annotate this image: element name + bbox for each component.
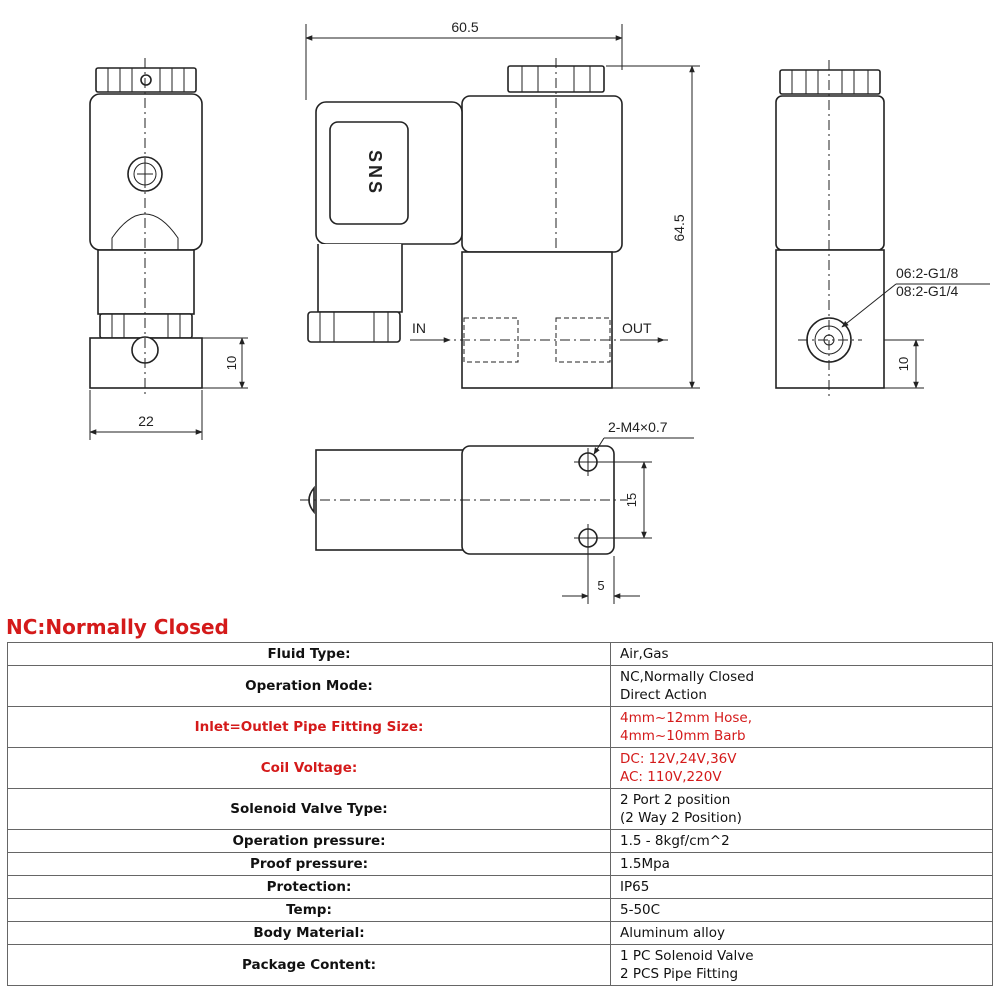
spec-value-cell: [611, 707, 993, 748]
dim-port-height-right: 10: [896, 356, 911, 372]
spec-value: AC: 110V,220V: [620, 769, 722, 785]
dim-width: 22: [138, 413, 154, 429]
dim-mount-hole-offset: 5: [597, 578, 605, 593]
spec-label: Package Content:: [8, 945, 611, 986]
spec-label: Fluid Type:: [8, 643, 611, 666]
spec-value: 4mm~12mm Hose,: [620, 710, 753, 726]
spec-row: [8, 899, 993, 922]
spec-value-cell: [611, 666, 993, 707]
spec-row: [8, 922, 993, 945]
spec-value: 1.5 - 8kgf/cm^2: [620, 833, 730, 849]
spec-value: 4mm~10mm Barb: [620, 728, 746, 744]
spec-label: Operation pressure:: [8, 830, 611, 853]
spec-row: [8, 643, 993, 666]
spec-label: Solenoid Valve Type:: [8, 789, 611, 830]
dim-overall-length: 60.5: [451, 19, 479, 35]
spec-row: [8, 666, 993, 707]
spec-value-cell: [611, 922, 993, 945]
spec-label: Proof pressure:: [8, 853, 611, 876]
spec-value-cell: [611, 853, 993, 876]
dim-port-height-left: 10: [224, 355, 239, 371]
outlet-label: OUT: [622, 320, 652, 336]
spec-row: [8, 707, 993, 748]
spec-row: [8, 748, 993, 789]
spec-value-cell: [611, 945, 993, 986]
spec-label: Temp:: [8, 899, 611, 922]
spec-value-cell: [611, 830, 993, 853]
mount-thread-label: 2-M4×0.7: [608, 419, 668, 435]
spec-label: Operation Mode:: [8, 666, 611, 707]
spec-value: 1.5Mpa: [620, 856, 670, 872]
spec-label: Body Material:: [8, 922, 611, 945]
spec-row: [8, 945, 993, 986]
spec-label: Inlet=Outlet Pipe Fitting Size:: [8, 707, 611, 748]
spec-label: Coil Voltage:: [8, 748, 611, 789]
spec-value: Direct Action: [620, 687, 707, 703]
front-view: [90, 58, 248, 440]
dim-mount-hole-spacing: 15: [624, 492, 639, 508]
spec-value: 2 PCS Pipe Fitting: [620, 966, 739, 982]
port-size-08-label: 08:2-G1/4: [896, 283, 959, 299]
spec-table: [7, 642, 993, 986]
inlet-label: IN: [412, 320, 426, 336]
spec-value-cell: [611, 643, 993, 666]
spec-row: [8, 853, 993, 876]
spec-row: [8, 789, 993, 830]
spec-value-cell: [611, 748, 993, 789]
spec-value: IP65: [620, 879, 650, 895]
spec-row: [8, 830, 993, 853]
spec-value-cell: [611, 899, 993, 922]
spec-value: (2 Way 2 Position): [620, 810, 742, 826]
spec-value: 2 Port 2 position: [620, 792, 731, 808]
port-size-06-label: 06:2-G1/8: [896, 265, 959, 281]
spec-value: Air,Gas: [620, 646, 669, 662]
spec-value-cell: [611, 789, 993, 830]
spec-value: Aluminum alloy: [620, 925, 726, 941]
spec-value: NC,Normally Closed: [620, 669, 755, 685]
spec-title: NC:Normally Closed: [6, 615, 229, 639]
spec-value: DC: 12V,24V,36V: [620, 751, 737, 767]
dim-overall-height: 64.5: [671, 214, 687, 242]
spec-row: [8, 876, 993, 899]
spec-label: Protection:: [8, 876, 611, 899]
end-view: [776, 60, 990, 396]
spec-value: 1 PC Solenoid Valve: [620, 948, 754, 964]
spec-value-cell: [611, 876, 993, 899]
spec-table-body: [8, 643, 993, 986]
bottom-view: [300, 438, 694, 604]
spec-value: 5-50C: [620, 902, 661, 918]
coil-brand-label: SNS: [365, 149, 385, 197]
